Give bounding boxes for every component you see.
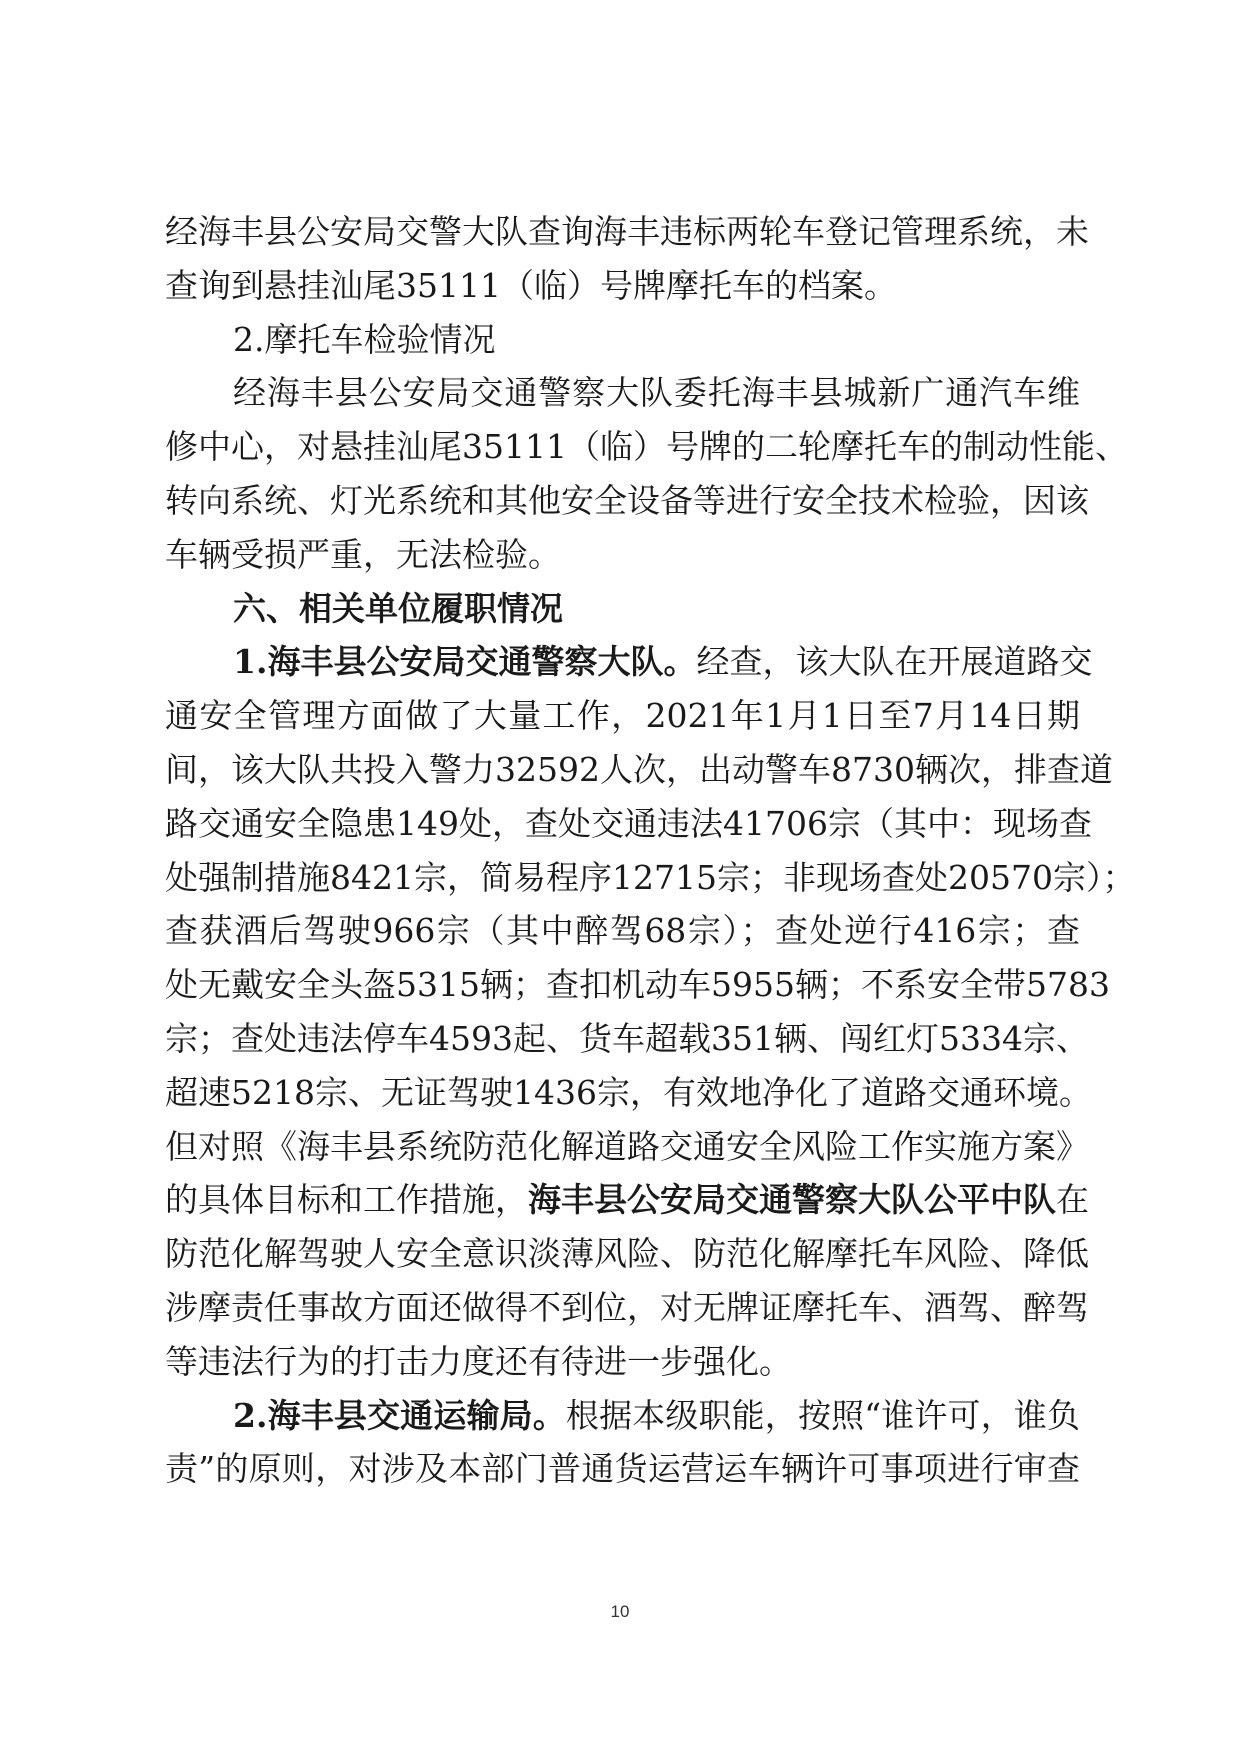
document-body xyxy=(165,205,1136,1496)
paragraph-line xyxy=(165,1066,1092,1120)
bold-lead: 1.海丰县公安局交通警察大队。 xyxy=(233,642,697,682)
paragraph-line xyxy=(165,1012,1089,1066)
line-text: 的具体目标和工作措施， xyxy=(165,1180,528,1220)
heading-text: 六、相关单位履职情况 xyxy=(233,588,563,628)
line-text: 经海丰县公安局交通警察大队委托海丰县城新广通汽车维 xyxy=(233,373,1080,413)
page-number: 10 xyxy=(610,1602,630,1621)
bold-inline: 海丰县公安局交通警察大队公平中队 xyxy=(528,1180,1056,1220)
line-text: 经海丰县公安局交警大队查询海丰违标两轮车登记管理系统，未 xyxy=(165,212,1089,251)
line-text: 责”的原则，对涉及本部门普通货运营运车辆许可事项进行审查 xyxy=(165,1449,1080,1489)
paragraph-line xyxy=(165,1281,1089,1335)
paragraph-line xyxy=(165,1442,1080,1496)
heading-text: 2.摩托车检验情况 xyxy=(233,319,496,359)
line-text: 查获酒后驾驶966宗（其中醉驾68宗）；查处逆行416宗；查 xyxy=(165,911,1080,951)
paragraph-line xyxy=(165,205,1089,259)
line-text: 转向系统、灯光系统和其他安全设备等进行安全技术检验，因该 xyxy=(165,480,1089,520)
paragraph-line xyxy=(165,1120,1089,1174)
line-text: 处强制措施8421宗，简易程序12715宗；非现场查处20570宗）； xyxy=(165,857,1136,897)
paragraph-line xyxy=(165,528,1080,582)
paragraph-line xyxy=(165,259,1080,313)
paragraph-line xyxy=(165,851,1136,905)
line-text: 宗；查处违法停车4593起、货车超载351辆、闯红灯5334宗、 xyxy=(165,1018,1089,1058)
paragraph-line xyxy=(165,635,1093,689)
line-text: 车辆受损严重，无法检验。 xyxy=(165,534,561,574)
paragraph-line xyxy=(165,689,1080,743)
paragraph-line xyxy=(165,1173,1089,1227)
section-heading xyxy=(165,313,1080,367)
bold-lead: 2.海丰县交通运输局。 xyxy=(233,1395,566,1435)
paragraph-line xyxy=(165,366,1080,420)
line-text: 防范化解驾驶人安全意识淡薄风险、防范化解摩托车风险、降低 xyxy=(165,1234,1089,1274)
paragraph-line xyxy=(165,958,1110,1012)
paragraph-line xyxy=(165,1335,1080,1389)
line-text: 通安全管理方面做了大量工作，2021年1月1日至7月14日期 xyxy=(165,696,1080,736)
paragraph-line xyxy=(165,904,1080,958)
paragraph-line xyxy=(165,797,1092,851)
line-text: 路交通安全隐患149处，查处交通违法41706宗（其中：现场查 xyxy=(165,803,1092,843)
paragraph-line xyxy=(165,1389,1080,1443)
line-text: 超速5218宗、无证驾驶1436宗，有效地净化了道路交通环境。 xyxy=(165,1072,1092,1112)
line-text: 等违法行为的打击力度还有待进一步强化。 xyxy=(165,1341,792,1381)
line-text: 涉摩责任事故方面还做得不到位，对无牌证摩托车、酒驾、醉驾 xyxy=(165,1287,1089,1327)
paragraph-line xyxy=(165,1227,1089,1281)
line-text: 处无戴安全头盔5315辆；查扣机动车5955辆；不系安全带5783 xyxy=(165,965,1110,1005)
line-text: 间，该大队共投入警力32592人次，出动警车8730辆次，排查道 xyxy=(165,749,1113,789)
line-text-tail: 在 xyxy=(1056,1180,1089,1220)
line-text: 修中心，对悬挂汕尾35111（临）号牌的二轮摩托车的制动性能、 xyxy=(165,427,1128,467)
line-text: 但对照《海丰县系统防范化解道路交通安全风险工作实施方案》 xyxy=(165,1126,1089,1166)
paragraph-line xyxy=(165,420,1128,474)
paragraph-line xyxy=(165,474,1089,528)
line-text: 经查，该大队在开展道路交 xyxy=(696,642,1093,682)
line-text: 查询到悬挂汕尾35111（临）号牌摩托车的档案。 xyxy=(165,265,897,305)
section-heading xyxy=(165,582,1080,636)
line-text: 根据本级职能，按照“谁许可，谁负 xyxy=(565,1395,1080,1435)
paragraph-line xyxy=(165,743,1113,797)
